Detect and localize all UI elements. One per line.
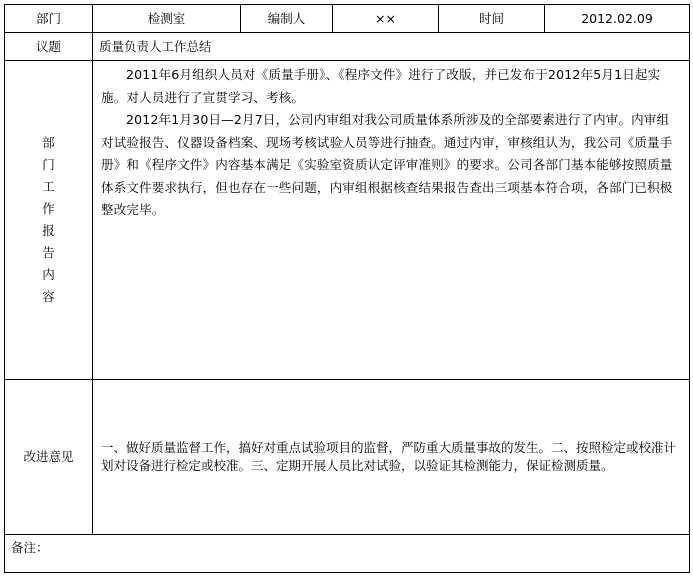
report-content [93,61,690,380]
report-label-cell [5,61,93,380]
report-paragraph: 2012年1月30日—2月7日，公司内审组对我公司质量体系所涉及的全部要素进行了内审。内审组对试验报告、仪器设备档案、现场考核试验人员等进行抽查。通过内审，审核组认为，我公司《质量手册》和《程序文件》内容基本满足《实验室资质认定评审准则》的要求。公司各部门基本能够按照质量体系文件要求执行，但也存在一些问题，内审组根据核查结果报告查出三项基本符合项，各部门已积极整改完毕。 [101,112,673,217]
improvement-label: 改进意见 [5,380,93,535]
dept-value: 检测室 [93,5,241,33]
report-form-table [4,4,690,573]
remarks-row [5,535,690,573]
time-value: 2012.02.09 [545,5,690,33]
remarks-label: 备注： [5,535,690,573]
improvement-text: 一、做好质量监督工作，搞好对重点试验项目的监督，严防重大质量事故的发生。二、按照检定或校准计划对设备进行检定或校准。三、定期开展人员比对试验，以验证其检测能力，保证检测质量。 [93,380,690,535]
topic-row [5,33,690,61]
improvement-row [5,380,690,535]
dept-label: 部门 [5,5,93,33]
report-label: 部门工作报告内容 [42,135,55,304]
time-label: 时间 [439,5,545,33]
editor-label: 编制人 [241,5,333,33]
topic-label: 议题 [5,33,93,61]
header-row [5,5,690,33]
report-row [5,61,690,380]
report-paragraph: 2011年6月组织人员对《质量手册》、《程序文件》进行了改版，并已发布于2012年5月1日起实施。对人员进行了宣贯学习、考核。 [101,67,661,105]
topic-value: 质量负责人工作总结 [93,33,690,61]
editor-value: ×× [333,5,439,33]
